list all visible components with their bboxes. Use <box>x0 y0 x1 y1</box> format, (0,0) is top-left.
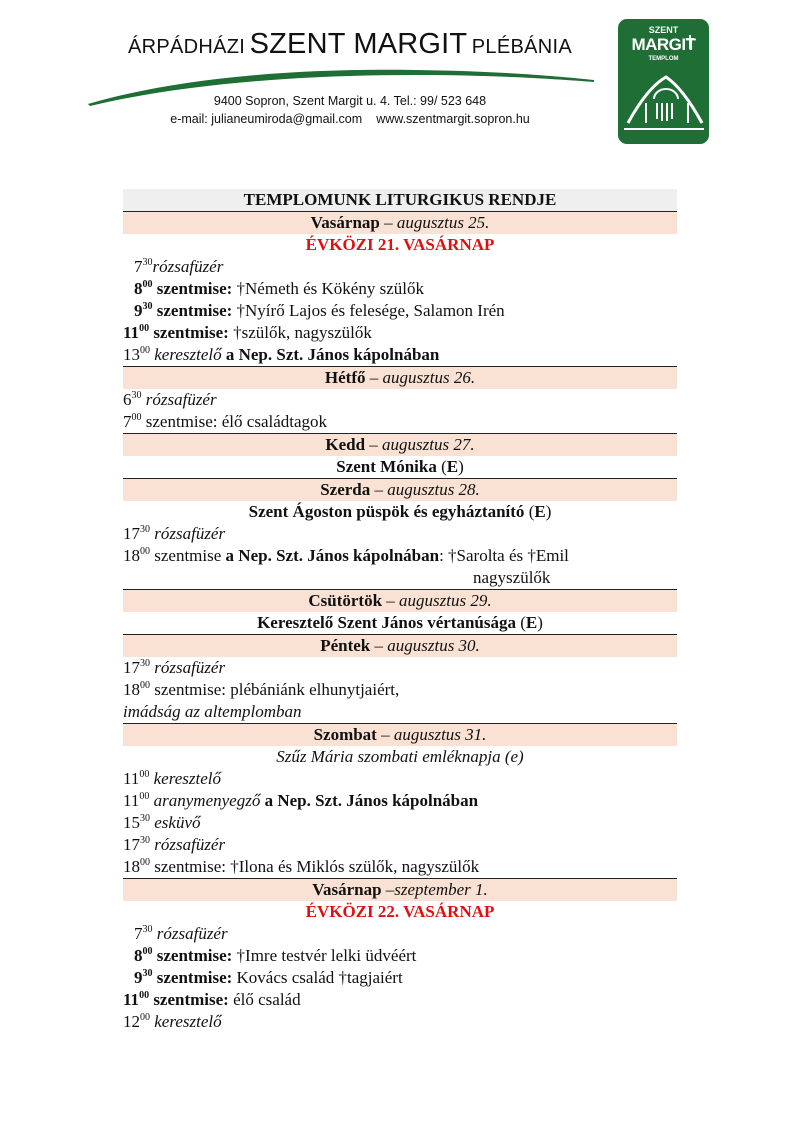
entry-hour: 11 <box>123 990 140 1009</box>
day-header <box>123 211 677 234</box>
entry-label: szentmise: <box>149 990 229 1009</box>
schedule-entry <box>123 812 677 834</box>
entry-place: a Nep. Szt. János kápolnában <box>221 546 440 565</box>
logo-line-3: TEMPLOM <box>648 56 679 62</box>
schedule-entry <box>123 278 677 300</box>
entry-minute: 30 <box>140 658 150 669</box>
entry-hour: 12 <box>123 1012 140 1031</box>
entry-minute: 30 <box>142 257 153 268</box>
parish-title-main: SZENT MARGIT <box>249 28 468 60</box>
entry-label: aranymenyegző <box>149 791 261 810</box>
entry-hour: 11 <box>123 791 140 810</box>
parish-address: 9400 Sopron, Szent Margit u. 4. Tel.: 99/ 523 648 <box>213 94 487 108</box>
schedule-entry <box>123 679 677 701</box>
entry-text: élő család <box>228 990 301 1009</box>
day-separator: – <box>379 213 397 232</box>
entry-minute: 00 <box>131 412 142 423</box>
day-name: Kedd <box>325 435 366 454</box>
feast-title <box>123 612 677 634</box>
day-date: augusztus 26. <box>382 368 476 387</box>
entry-minute: 00 <box>140 1012 150 1023</box>
entry-label: rózsafüzér <box>152 924 228 943</box>
feast-rank-close: ) <box>458 457 464 476</box>
entry-label: rózsafüzér <box>152 257 224 276</box>
day-separator: – <box>365 368 383 387</box>
entry-label: rózsafüzér <box>141 390 217 409</box>
entry-hour: 18 <box>123 680 140 699</box>
entry-minute: 30 <box>140 813 150 824</box>
schedule-entry <box>123 344 677 366</box>
entry-hour: 18 <box>123 546 140 565</box>
entry-hour: 6 <box>123 390 132 409</box>
parish-contact <box>100 112 600 126</box>
entry-label: rózsafüzér <box>150 835 226 854</box>
entry-minute: 00 <box>140 857 150 868</box>
entry-minute: 00 <box>142 279 153 290</box>
feast-rank-open: ( <box>515 613 526 632</box>
schedule-entry <box>123 967 677 989</box>
entry-minute: 30 <box>140 524 150 535</box>
day-header <box>123 366 677 389</box>
schedule-entry <box>123 300 677 322</box>
day-separator: – <box>381 880 395 899</box>
entry-text: Kovács család †tagjaiért <box>232 968 403 987</box>
entry-hour: 8 <box>134 279 143 298</box>
entry-hour: 7 <box>134 924 143 943</box>
parish-title-suffix: PLÉBÁNIA <box>471 36 573 58</box>
entry-minute: 00 <box>139 323 150 334</box>
logo-line-2: MARGIT <box>631 35 696 54</box>
schedule-entry <box>123 657 677 679</box>
schedule-entry <box>123 945 677 967</box>
entry-hour: 15 <box>123 813 140 832</box>
feast-rank-close: ) <box>545 502 552 521</box>
parish-website: www.szentmargit.sopron.hu <box>376 112 530 126</box>
entry-label: esküvő <box>150 813 201 832</box>
day-separator: – <box>365 435 383 454</box>
day-date: augusztus 30. <box>387 636 480 655</box>
day-date: szeptember 1. <box>394 880 488 899</box>
entry-text: †Nyírő Lajos és felesége, Salamon Irén <box>232 301 505 320</box>
day-name: Hétfő <box>324 368 366 387</box>
day-header <box>123 589 677 612</box>
entry-hour: 7 <box>123 412 132 431</box>
entry-minute: 30 <box>131 390 142 401</box>
entry-label: szentmise: <box>152 946 233 965</box>
day-date: augusztus 29. <box>399 591 492 610</box>
entry-text: szentmise: plébániánk elhunytjaiért, <box>150 680 400 699</box>
logo-line-1: SZENT <box>648 25 679 35</box>
entry-text: †szülők, nagyszülők <box>228 323 372 342</box>
entry-text: szentmise <box>150 546 222 565</box>
entry-hour: 7 <box>134 257 143 276</box>
entry-label: keresztelő <box>150 1012 222 1031</box>
feast-title: ÉVKÖZI 22. VASÁRNAP <box>305 902 495 921</box>
entry-minute: 00 <box>140 546 150 557</box>
entry-label: szentmise: <box>152 279 233 298</box>
feast-rank-close: ) <box>537 613 543 632</box>
entry-place: a Nep. Szt. János kápolnában <box>260 791 479 810</box>
day-date: augusztus 27. <box>382 435 475 454</box>
day-separator: – <box>376 725 394 744</box>
day-header <box>123 723 677 746</box>
schedule-entry <box>123 322 677 344</box>
day-date: augusztus 31. <box>393 725 487 744</box>
schedule-entry <box>123 768 677 790</box>
schedule-entry <box>123 923 677 945</box>
day-name: Csütörtök <box>308 591 383 610</box>
entry-text: †Imre testvér lelki üdvéért <box>232 946 417 965</box>
feast-name: Keresztelő Szent János vértanúsága <box>257 613 516 632</box>
entry-label: keresztelő <box>149 769 221 788</box>
entry-place: a Nep. Szt. János kápolnában <box>221 345 440 364</box>
day-name: Péntek <box>320 636 371 655</box>
day-name: Vasárnap <box>312 880 382 899</box>
entry-minute: 30 <box>140 835 150 846</box>
parish-title-prefix: ÁRPÁDHÁZI <box>127 36 246 58</box>
schedule-entry <box>123 523 677 545</box>
parish-email: e-mail: julianeumiroda@gmail.com <box>170 112 363 126</box>
entry-hour: 8 <box>134 946 143 965</box>
entry-minute: 00 <box>139 769 150 780</box>
schedule-entry-continuation: nagyszülők <box>473 568 551 587</box>
entry-hour: 9 <box>134 301 143 320</box>
entry-hour: 13 <box>123 345 140 364</box>
entry-hour: 17 <box>123 835 140 854</box>
memorial-title: Szűz Mária szombati emléknapja (e) <box>276 747 524 766</box>
day-header <box>123 478 677 501</box>
schedule-entry <box>123 790 677 812</box>
day-header <box>123 634 677 657</box>
church-drawing-icon <box>618 19 709 144</box>
church-logo <box>618 19 709 144</box>
entry-text: szentmise: élő családtagok <box>141 412 328 431</box>
schedule-entry <box>123 545 677 567</box>
feast-title <box>123 456 677 478</box>
day-separator: – <box>370 636 388 655</box>
entry-text: szentmise: †Ilona és Miklós szülők, nagyszülők <box>150 857 480 876</box>
entry-hour: 11 <box>123 769 140 788</box>
entry-hour: 9 <box>134 968 143 987</box>
feast-title <box>123 501 677 523</box>
feast-rank: E <box>534 502 546 521</box>
entry-hour: 18 <box>123 857 140 876</box>
parish-title <box>100 28 600 61</box>
entry-minute: 00 <box>139 990 150 1001</box>
schedule-entry <box>123 1011 677 1033</box>
feast-name: Szent Ágoston püspök és egyháztanító <box>248 502 525 521</box>
liturgical-schedule <box>123 189 677 1033</box>
entry-label: szentmise: <box>149 323 229 342</box>
day-name: Vasárnap <box>310 213 380 232</box>
day-name: Szombat <box>313 725 377 744</box>
schedule-entry: imádság az altemplomban <box>123 702 302 721</box>
day-date: augusztus 25. <box>396 213 490 232</box>
schedule-entry <box>123 856 677 878</box>
entry-minute: 30 <box>142 924 153 935</box>
entry-minute: 00 <box>140 345 150 356</box>
day-separator: – <box>382 591 400 610</box>
feast-title: ÉVKÖZI 21. VASÁRNAP <box>305 235 495 254</box>
entry-minute: 00 <box>139 791 150 802</box>
entry-text: †Németh és Kökény szülők <box>232 279 424 298</box>
entry-label: rózsafüzér <box>150 524 226 543</box>
feast-rank-open: ( <box>436 457 447 476</box>
schedule-entry <box>123 834 677 856</box>
schedule-title: TEMPLOMUNK LITURGIKUS RENDJE <box>123 189 677 211</box>
schedule-entry <box>123 256 677 278</box>
entry-label: szentmise: <box>152 301 233 320</box>
feast-rank-open: ( <box>524 502 535 521</box>
entry-minute: 30 <box>142 968 153 979</box>
day-header <box>123 433 677 456</box>
entry-minute: 00 <box>140 680 150 691</box>
entry-text-rest: : †Sarolta és †Emil <box>439 546 569 565</box>
day-name: Szerda <box>320 480 371 499</box>
entry-hour: 17 <box>123 658 140 677</box>
schedule-entry <box>123 989 677 1011</box>
entry-hour: 17 <box>123 524 140 543</box>
feast-rank: E <box>525 613 538 632</box>
feast-rank: E <box>446 457 459 476</box>
day-header <box>123 878 677 901</box>
entry-minute: 00 <box>142 946 153 957</box>
schedule-entry <box>123 411 677 433</box>
entry-label: rózsafüzér <box>150 658 226 677</box>
entry-minute: 30 <box>142 301 153 312</box>
schedule-entry <box>123 389 677 411</box>
day-separator: – <box>370 480 388 499</box>
feast-name: Szent Mónika <box>336 457 437 476</box>
entry-label: keresztelő <box>150 345 222 364</box>
entry-label: szentmise: <box>152 968 233 987</box>
entry-hour: 11 <box>123 323 140 342</box>
day-date: augusztus 28. <box>387 480 480 499</box>
